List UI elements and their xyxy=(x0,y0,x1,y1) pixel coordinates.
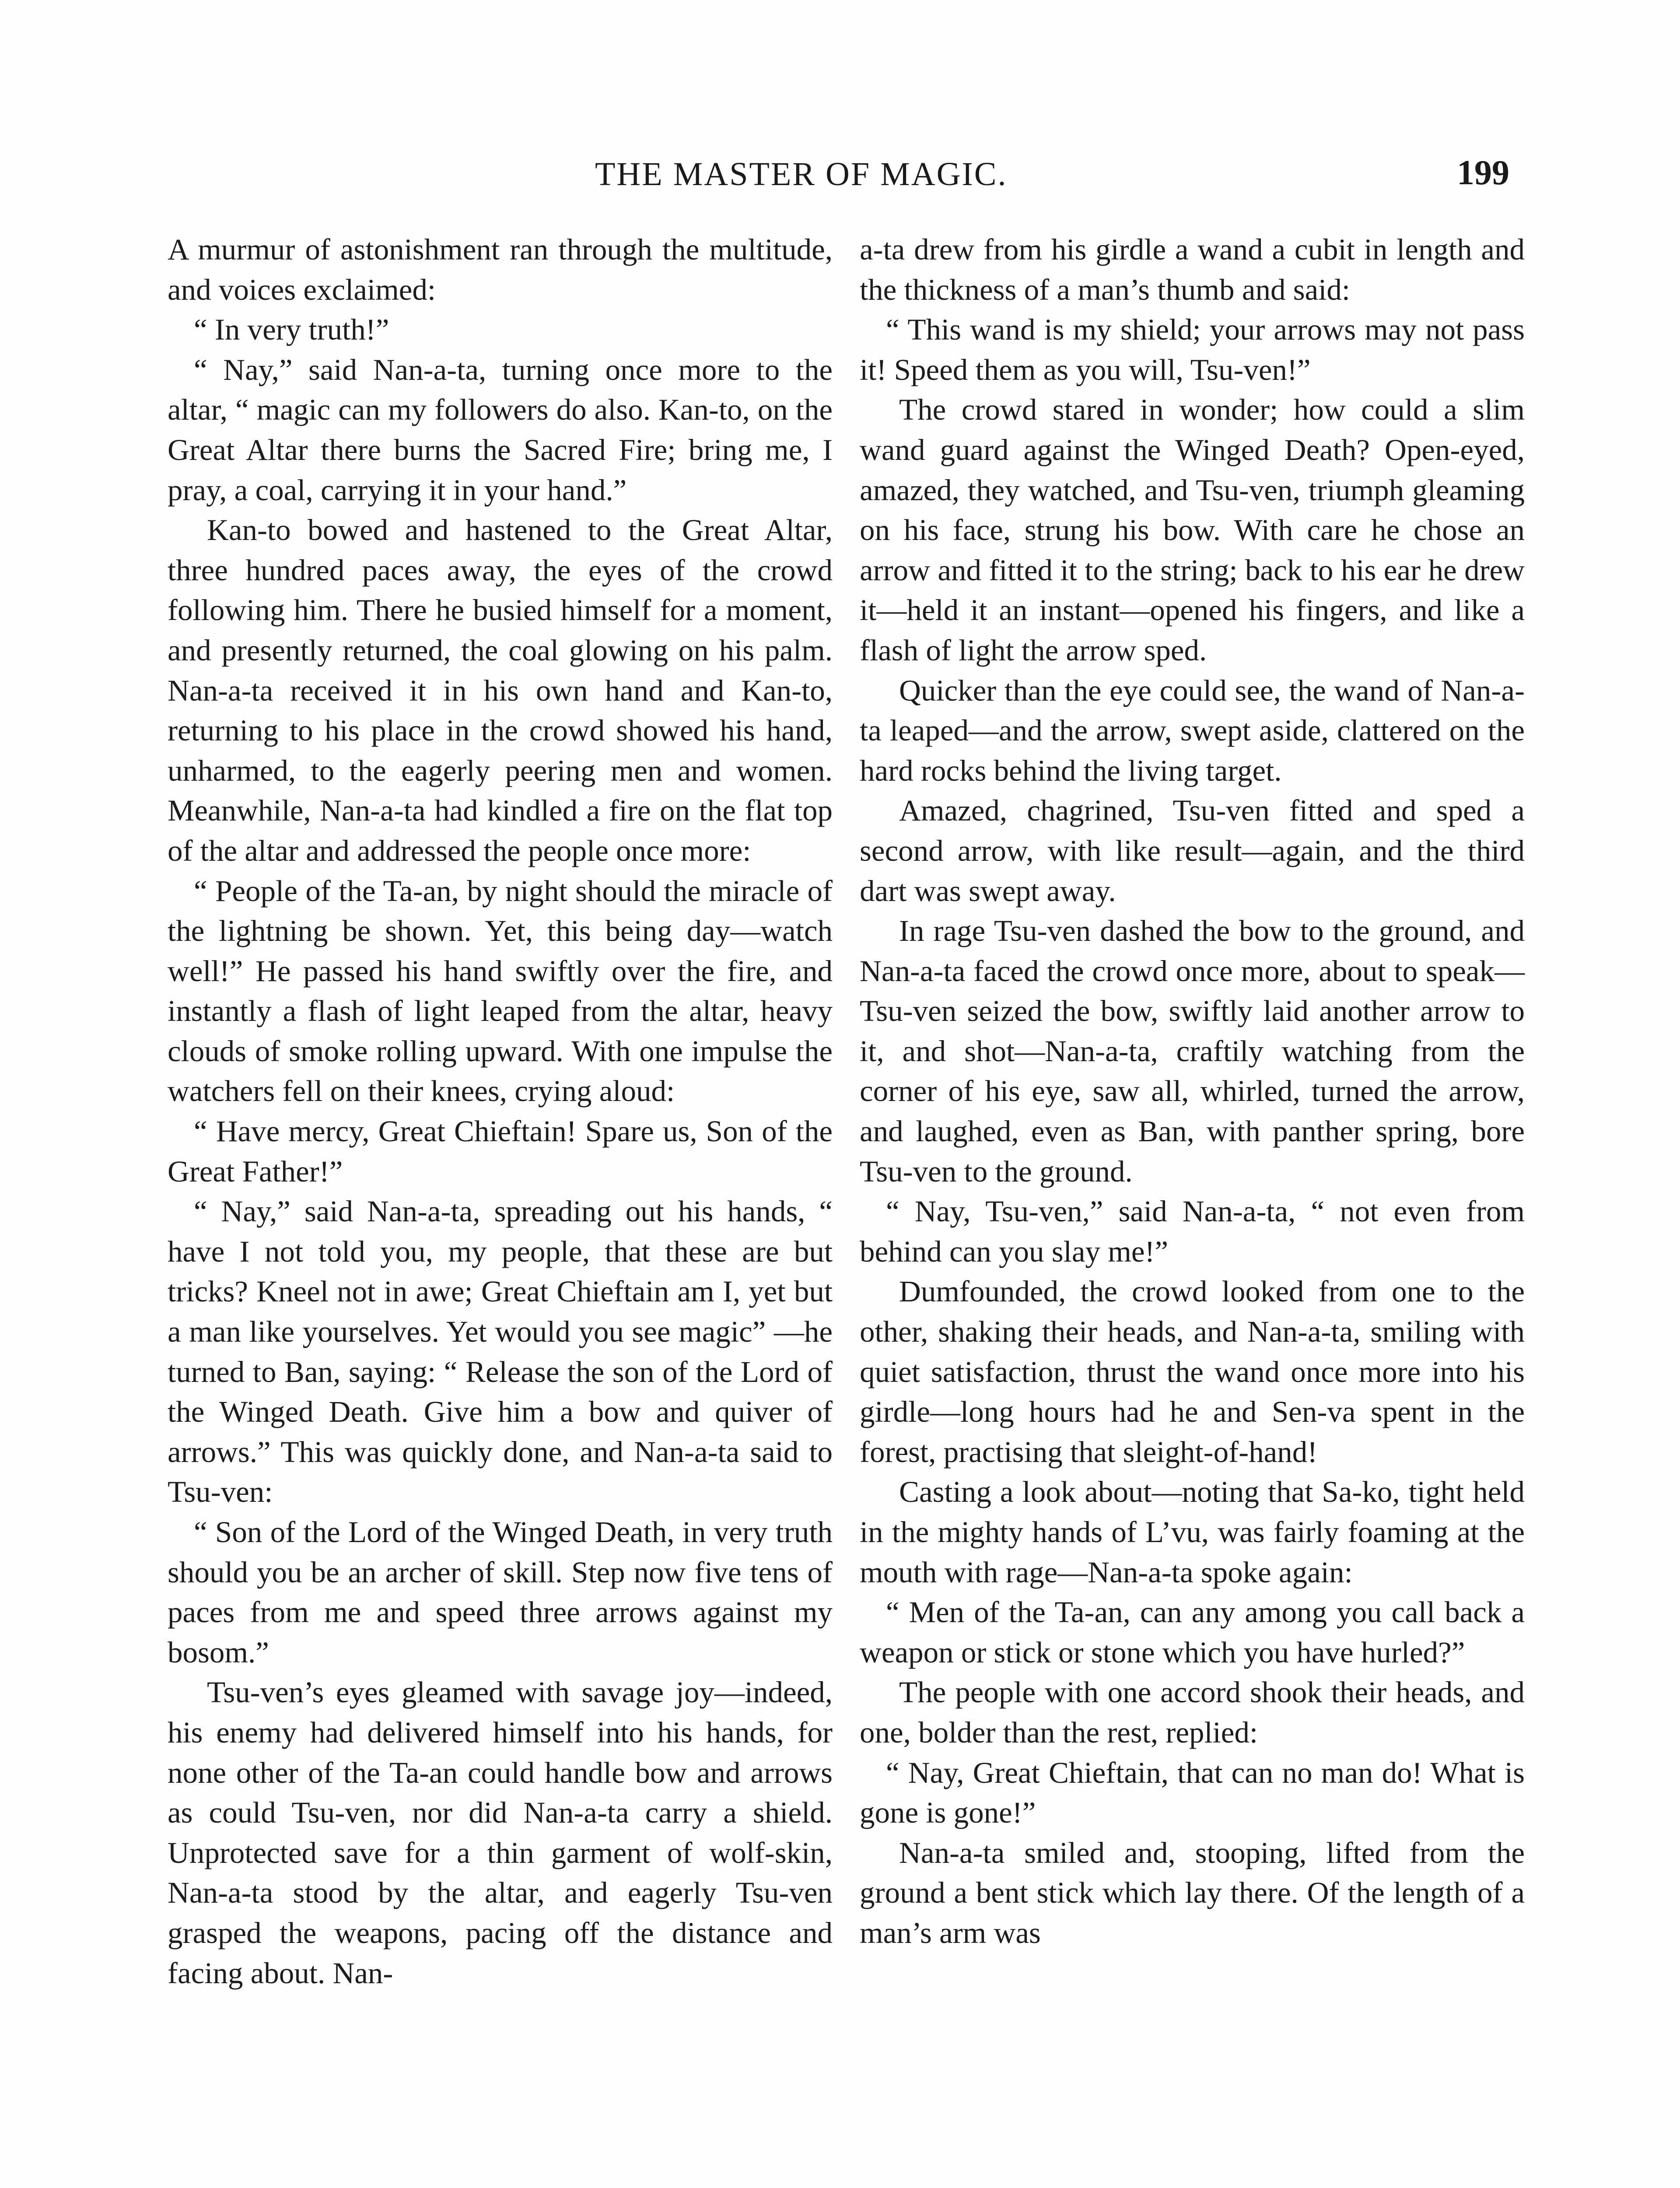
paragraph: Casting a look about—noting that Sa-ko, tight held in the mighty hands of L’vu, was fairly foaming at the mouth with rage—Nan-a-ta spoke again: xyxy=(860,1475,1525,1589)
paragraph: Kan-to bowed and hastened to the Great Altar, three hundred paces away, the eyes of the crowd following him. There he busied himself for a moment, and presently returned, the coal glowing on his palm. Nan-a-ta received it in his own hand and Kan-to, returning to his place in the crowd showed his hand, unharmed, to the eagerly peering men and women. Meanwhile, Nan-a-ta had kindled a fire on the flat top of the altar and addressed the people once more: xyxy=(168,513,833,867)
paragraph: The crowd stared in wonder; how could a slim wand guard against the Winged Death? Open-eyed, amazed, they watched, and Tsu-ven, triumph gleaming on his face, strung his bow. With care he chose an arrow and fitted it to the string; back to his ear he drew it—held it an instant—opened his fingers, and like a flash of light the arrow sped. xyxy=(860,393,1525,667)
paragraph: Quicker than the eye could see, the wand of Nan-a-ta leaped—and the arrow, swept aside, clattered on the hard rocks behind the living target. xyxy=(860,673,1525,787)
paragraph: “ Have mercy, Great Chieftain! Spare us, Son of the Great Father!” xyxy=(168,1115,833,1188)
paragraph: “ In very truth!” xyxy=(194,313,389,347)
left-column xyxy=(168,230,833,1993)
paragraph: The people with one accord shook their heads, and one, bolder than the rest, replied: xyxy=(860,1676,1525,1749)
paragraph: “ Son of the Lord of the Winged Death, in very truth should you be an archer of skill. Step now five tens of paces from me and speed three arrows against my bosom.” xyxy=(168,1515,833,1669)
page-number: 199 xyxy=(1457,154,1509,192)
paragraph: Amazed, chagrined, Tsu-ven fitted and sped a second arrow, with like result—again, and the third dart was swept away. xyxy=(860,794,1525,908)
paragraph: Dumfounded, the crowd looked from one to the other, shaking their heads, and Nan-a-ta, smiling with quiet satisfaction, thrust the wand once more into his girdle—long hours had he and Sen-va spent in the forest, practising that sleight-of-hand! xyxy=(860,1275,1525,1469)
paragraph: “ Nay,” said Nan-a-ta, turning once more to the altar, “ magic can my followers do also. Kan-to, on the Great Altar there burns the Sacred Fire; bring me, I pray, a coal, carrying it in your hand.” xyxy=(168,353,833,507)
paragraph: A murmur of astonishment ran through the multitude, and voices exclaimed: xyxy=(168,233,833,306)
paragraph: “ Nay,” said Nan-a-ta, spreading out his hands, “ have I not told you, my people, that these are but tricks? Kneel not in awe; Great Chieftain am I, yet but a man like yourselves. Yet would you see magic” —he turned to Ban, saying: “ Release the son of the Lord of the Winged Death. Give him a bow and quiver of arrows.” This was quickly done, and Nan-a-ta said to Tsu-ven: xyxy=(168,1195,833,1509)
paragraph: “ Nay, Great Chieftain, that can no man do! What is gone is gone!” xyxy=(860,1756,1525,1830)
paragraph: In rage Tsu-ven dashed the bow to the ground, and Nan-a-ta faced the crowd once more, about to speak—Tsu-ven seized the bow, swiftly laid another arrow to it, and shot—Nan-a-ta, craftily watching from the corner of his eye, saw all, whirled, turned the arrow, and laughed, even as Ban, with panther spring, bore Tsu-ven to the ground. xyxy=(860,914,1525,1188)
running-title: THE MASTER OF MAGIC. xyxy=(595,156,1008,193)
right-column xyxy=(860,230,1525,1953)
paragraph: Nan-a-ta smiled and, stooping, lifted from the ground a bent stick which lay there. Of the length of a man’s arm was xyxy=(860,1836,1525,1950)
paragraph: “ This wand is my shield; your arrows may not pass it! Speed them as you will, Tsu-ven!” xyxy=(860,313,1525,386)
paragraph: Tsu-ven’s eyes gleamed with savage joy—indeed, his enemy had delivered himself into his hands, for none other of the Ta-an could handle bow and arrows as could Tsu-ven, nor did Nan-a-ta carry a shield. Unprotected save for a thin garment of wolf-skin, Nan-a-ta stood by the altar, and eagerly Tsu-ven grasped the weapons, pacing off the distance and facing about. Nan- xyxy=(168,1676,833,1990)
paragraph: “ People of the Ta-an, by night should the miracle of the lightning be shown. Yet, this being day—watch well!” He passed his hand swiftly over the fire, and instantly a flash of light leaped from the altar, heavy clouds of smoke rolling upward. With one impulse the watchers fell on their knees, crying aloud: xyxy=(168,874,833,1108)
paragraph: a-ta drew from his girdle a wand a cubit in length and the thickness of a man’s thumb and said: xyxy=(860,233,1525,306)
paragraph: “ Nay, Tsu-ven,” said Nan-a-ta, “ not even from behind can you slay me!” xyxy=(860,1195,1525,1268)
paragraph: “ Men of the Ta-an, can any among you call back a weapon or stick or stone which you have hurled?” xyxy=(860,1595,1525,1669)
